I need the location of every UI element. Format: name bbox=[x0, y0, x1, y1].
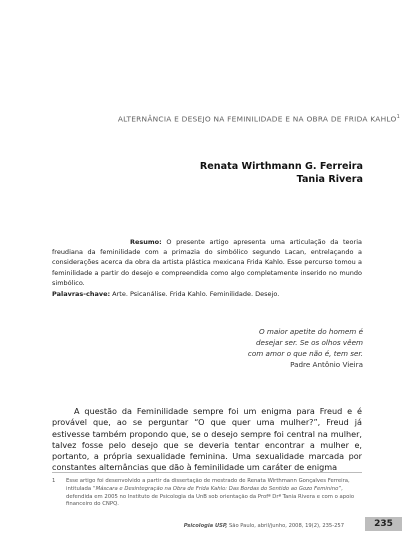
keywords-text: Arte. Psicanálise. Frida Kahlo. Feminilidade. Desejo. bbox=[110, 290, 280, 298]
body-text bbox=[52, 406, 362, 474]
epigraph bbox=[248, 327, 363, 371]
epigraph-line-2: desejar ser. Se os olhos vêem bbox=[256, 337, 363, 347]
footnote-text-before: Esse artigo foi desenvolvido a partir da dissertação de mestrado de Renata Wirthmann Gonçalves Ferreira, intitulada “ bbox=[66, 478, 350, 492]
footnote-number: 1 bbox=[52, 478, 56, 484]
epigraph-line-1: O maior apetite do homem é bbox=[258, 327, 363, 336]
journal-citation bbox=[184, 523, 344, 529]
abstract bbox=[52, 237, 362, 288]
footnote-thesis-title: Máscara e Desintegração na Obra de Frida Kahlo: Das Bordas do Sentido ao Gozo Feminino bbox=[95, 485, 339, 492]
footnote-divider bbox=[52, 472, 362, 473]
keywords-label: Palavras-chave: bbox=[52, 290, 111, 298]
body-paragraph: A questão da Feminilidade sempre foi um enigma para Freud e é provável que, ao se perguntar “O que quer uma mulher?”, Freud já estivesse também propondo que, se o desejo sempre foi central na mulher, talvez fosse pelo desejo que se deveria tentar encontrar a mulher e, portanto, a própria sexualidade feminina. Uma sexualidade marcada por constantes alternâncias que dão à feminilidade um caráter de enigma bbox=[52, 406, 362, 473]
abstract-label: Resumo: bbox=[130, 238, 162, 246]
footnote-text-after: ”, defendida em 2005 no Instituto de Psicologia da UnB sob orientação da Profª Drª Tania Rivera e com o apoio financeiro do CNPQ. bbox=[66, 485, 355, 508]
author-list bbox=[200, 160, 363, 186]
epigraph-line-3: com amor o que não é, tem ser. bbox=[247, 348, 363, 358]
page-number: 235 bbox=[374, 519, 393, 529]
epigraph-author: Padre Antônio Vieira bbox=[290, 360, 363, 370]
journal-name: Psicologia USP, bbox=[183, 523, 228, 529]
author-1: Renata Wirthmann G. Ferreira bbox=[199, 161, 363, 172]
abstract-paragraph bbox=[52, 237, 362, 288]
footnote-text bbox=[66, 478, 364, 509]
journal-details: São Paulo, abril/junho, 2008, 19(2), 235-257 bbox=[227, 523, 344, 529]
abstract-text: O presente artigo apresenta uma articulação da teoria freudiana da feminilidade com a primazia do simbólico segundo Lacan, entrelaçando a considerações acerca da obra da artista plástica mexicana Frida Kahlo. Esse percurso tomou a feminilidade a partir do desejo e compreendida como algo completamente inserido no mundo simbólico. bbox=[52, 238, 362, 287]
article-title bbox=[60, 114, 400, 123]
article-title-text: ALTERNÂNCIA E DESEJO NA FEMINILIDADE E NA OBRA DE FRIDA KAHLO bbox=[117, 114, 397, 124]
footnote bbox=[52, 478, 364, 509]
keywords bbox=[52, 290, 372, 298]
author-2: Tania Rivera bbox=[296, 174, 363, 185]
title-footnote-marker: 1 bbox=[396, 114, 400, 120]
